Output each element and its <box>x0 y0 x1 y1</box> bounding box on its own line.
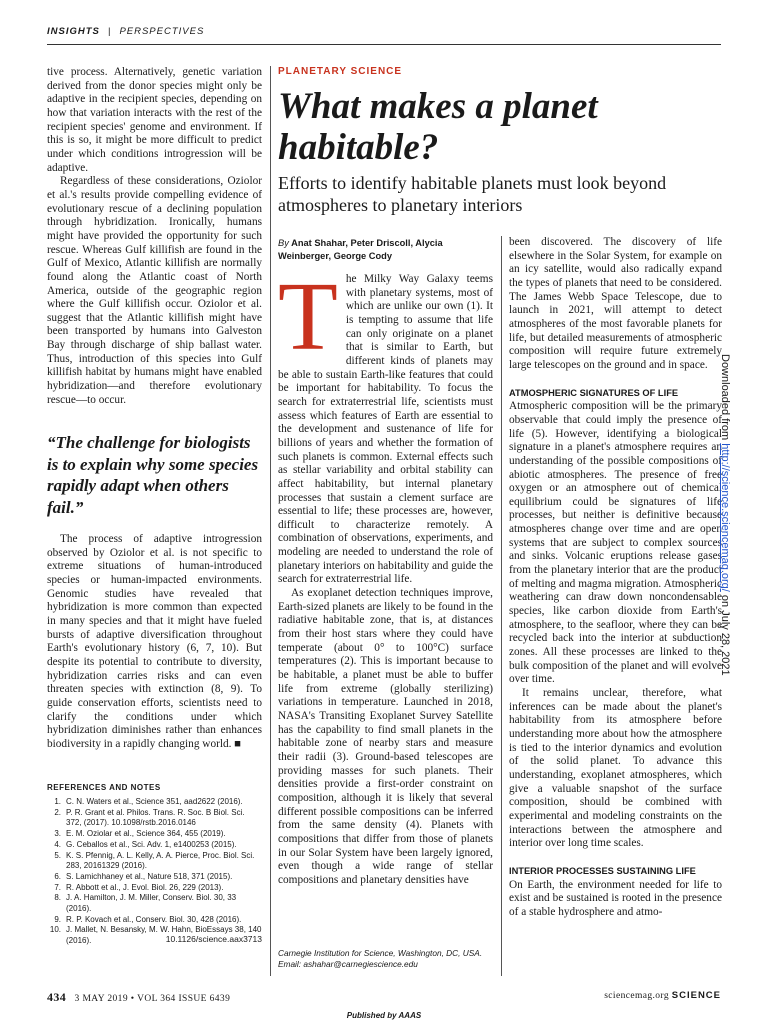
header-section: INSIGHTS <box>47 26 100 37</box>
body-paragraph: On Earth, the environment needed for life to exist and be sustained is rooted in the presence of a stable hydrosphere and atmo- <box>509 878 722 918</box>
header-subsection: PERSPECTIVES <box>119 26 205 37</box>
right-column-text <box>509 236 722 920</box>
body-paragraph: been discovered. The discovery of life elsewhere in the Solar System, for example on an icy satellite, would also radically expand the types of planets that need to be considered. The James Webb Space Telescope, due to launch in 2021, will attempt to detect atmospheres of the most favorable planets for life, but detailed measurements of atmospheric composition will require future extremely large telescopes on the ground and in space. <box>509 236 722 371</box>
reference-item: 4. G. Ceballos et al., Sci. Adv. 1, e1400253 (2015). <box>54 839 237 849</box>
references-title: REFERENCES AND NOTES <box>47 783 161 792</box>
left-paragraph: Regardless of these considerations, Oziolor et al.'s results provide compelling evidence of evolutionary rescue of a declining population through hybridization. Ironically, humans might have provided the opportunity for such rescue. Whereas Gulf killifish are found in the Gulf of Mexico, Atlantic killifish are normally found along the Atlantic coast of North America, outside of the geographic region where the Gulf killifish occur. Oziolor et al. suggest that the Atlantic killifish might have been transported by humans into Galveston Bay through discharge of ship ballast water. Thus, introduction of this species into Gulf killifish habitat by humans might have enabled hybridization—and therefore evolutionary rescue—to occur. <box>47 175 262 406</box>
left-column-text <box>47 66 262 407</box>
reference-item: 2. P. R. Grant et al. Philos. Trans. R. Soc. B Biol. Sci. 372, (2017). 10.1098/rstb.2016.0146 <box>54 807 245 828</box>
reference-item: 10. J. Mallet, N. Besansky, M. W. Hahn, BioEssays 38, 140 (2016). <box>49 925 262 946</box>
middle-column-text <box>278 263 493 888</box>
drop-cap: T <box>278 263 338 371</box>
reference-item: 1. C. N. Waters et al., Science 351, aad2622 (2016). <box>54 797 243 806</box>
byline-prefix: By <box>278 238 289 248</box>
issue-info: 3 MAY 2019 • VOL 364 ISSUE 6439 <box>74 994 231 1004</box>
body-paragraph: Atmospheric composition will be the primary observable that could imply the presence of life (5). However, identifying a biological signature in a planet's atmosphere requires an understanding of the possible compositions of abiotic atmospheres. The presence of free oxygen or an atmosphere out of chemical equilibrium could be signatures of life processes, but neither is definitive because atmospheres change over time and are open systems that are subject to complex sources and sinks. Volcanic eruptions release gases from the planetary interior that are the product of melting and magma migration. Atmospheric weathering can draw down noncondensable species, like carbon dioxide from Earth's atmosphere, to the seafloor, where they can be recycled back into the interior at subduction zones. All these processes are linked to the bulk composition of the planet and will evolve over time. <box>509 400 722 686</box>
doi[interactable]: 10.1126/science.aax3713 <box>165 934 262 944</box>
page-number: 434 <box>47 990 67 1004</box>
author-email[interactable]: Email: ashahar@carnegiescience.edu <box>278 958 418 969</box>
header-separator: | <box>107 26 112 37</box>
article-title: What makes a planet habitable? <box>278 86 598 168</box>
reference-item: 3. E. M. Oziolar et al., Science 364, 455 (2019). <box>54 829 226 839</box>
column-rule <box>501 236 502 976</box>
reference-item: 5. K. S. Pfennig, A. L. Kelly, A. A. Pierce, Proc. Biol. Sci. 283, 20161329 (2016). <box>54 850 255 871</box>
authors: Anat Shahar, Peter Driscoll, Alycia Weinberger, George Cody <box>278 238 443 261</box>
left-column-text-2 <box>47 533 262 752</box>
left-paragraph: The process of adaptive introgression observed by Oziolor et al. is not specific to extreme situations of human-introduced species or human-impacted environments. Genomic studies have revealed that hybridization is more common than expected in many species and that it might have fueled bursts of adaptive diversification throughout Earth's evolutionary history (6, 7, 10). But despite its potential to contribute to diversity, hybridization carries risks and can even threaten species with extinction (8, 9). To guide conservation efforts, scientists need to clarify the conditions under which hybridization diminishes rather than enhances biodiversity in a rapidly changing world. ■ <box>47 533 262 750</box>
footer-left <box>47 990 230 1005</box>
journal-name: SCIENCE <box>671 990 721 1001</box>
affiliation <box>278 948 493 969</box>
running-header <box>47 26 721 37</box>
reference-item: 7. R. Abbott et al., J. Evol. Biol. 26, 229 (2013). <box>54 882 224 892</box>
site-name[interactable]: sciencemag.org <box>604 991 669 1001</box>
left-paragraph: tive process. Alternatively, genetic variation derived from the donor species might only be adaptive in the recipient species, depending on how that variation interacts with the rest of the recipient species' genome and environment. If this is so, it might be more difficult to predict under which conditions introgression will be adaptive. <box>47 66 262 174</box>
section-label: PLANETARY SCIENCE <box>278 66 403 77</box>
references-list <box>47 797 262 947</box>
subhead: ATMOSPHERIC SIGNATURES OF LIFE <box>509 387 679 398</box>
reference-item: 9. R. P. Kovach et al., Conserv. Biol. 30, 428 (2016). <box>54 914 242 924</box>
footer-right <box>560 990 721 1001</box>
header-rule <box>47 44 721 45</box>
article-subtitle: Efforts to identify habitable planets must look beyond atmospheres to planetary interiors <box>278 173 667 215</box>
reference-item: 6. S. Lamichhaney et al., Nature 518, 371 (2015). <box>54 871 233 881</box>
affiliation-text: Carnegie Institution for Science, Washington, DC, USA. <box>278 948 483 958</box>
download-link[interactable]: http://science.sciencemag.org/ <box>719 443 731 592</box>
publisher-credit: Published by AAAS <box>346 1011 422 1020</box>
column-rule <box>270 66 271 976</box>
subhead: INTERIOR PROCESSES SUSTAINING LIFE <box>509 865 696 876</box>
body-paragraph: As exoplanet detection techniques improve, Earth-sized planets are likely to be found in the radiative habitable zone, that is, at distances from their host stars where they could have temperate (about 0° to 100°C) surface temperatures (2). This is important because to be habitable, a planet must be able to buffer life from extreme (globally sterilizing) variations in temperature. Launched in 2018, NASA's Transiting Exoplanet Survey Satellite has the capability to find small planets in the habitable zone of nearby stars and measure their radii (3). Ground-based telescopes are providing masses for such planets. Their densities provide a first-order constraint on composition, although it is likely that several different possible compositions can be inferred from the same density (4). Planets with compositions that differ from those of planets in our Solar System have been largely ignored, even though a wide range of stellar compositions and planetary densities have <box>278 587 493 886</box>
body-paragraph: It remains unclear, therefore, what inferences can be made about the planet's habitability from its atmosphere before understanding more about how the atmosphere is tied to the interior dynamics and evolution of the solid planet. To advance this understanding, exoplanet atmospheres, which give a valuable snapshot of the surface composition, should be combined with experimental and modeling constraints on the interactions between the atmosphere and interior over long time scales. <box>509 687 722 850</box>
pull-quote: “The challenge for biologists is to explain why some species rapidly adapt when others fail.” <box>47 433 259 517</box>
intro-paragraph: The Milky Way Galaxy teems with planetary systems, most of which are unlike our own (1). It is tempting to assume that life can only originate on a planet that is similar to Earth, but different kinds of planets may be able to sustain Earth-like features that could be important for habitability. To focus the search for extraterrestrial life, scientists must assess which features of Earth are essential to the development and sustenance of life for billions of years and whether the formation of such planets is common. External effects such as stellar variability and orbital stability can affect habitability, but internal planetary processes that sustain a clement surface are essential to life; these processes are, however, difficult to characterize remotely. A combination of observations, experiments, and modeling are needed to understand the role of planetary interiors on habitability and guide the search for extraterrestrial life. <box>278 263 493 586</box>
reference-item: 8. J. A. Hamilton, J. M. Miller, Conserv. Biol. 30, 33 (2016). <box>54 893 237 914</box>
byline <box>278 237 493 263</box>
download-note: Downloaded from http://science.sciencemag.org/ on July 28, 2021 <box>719 354 731 676</box>
